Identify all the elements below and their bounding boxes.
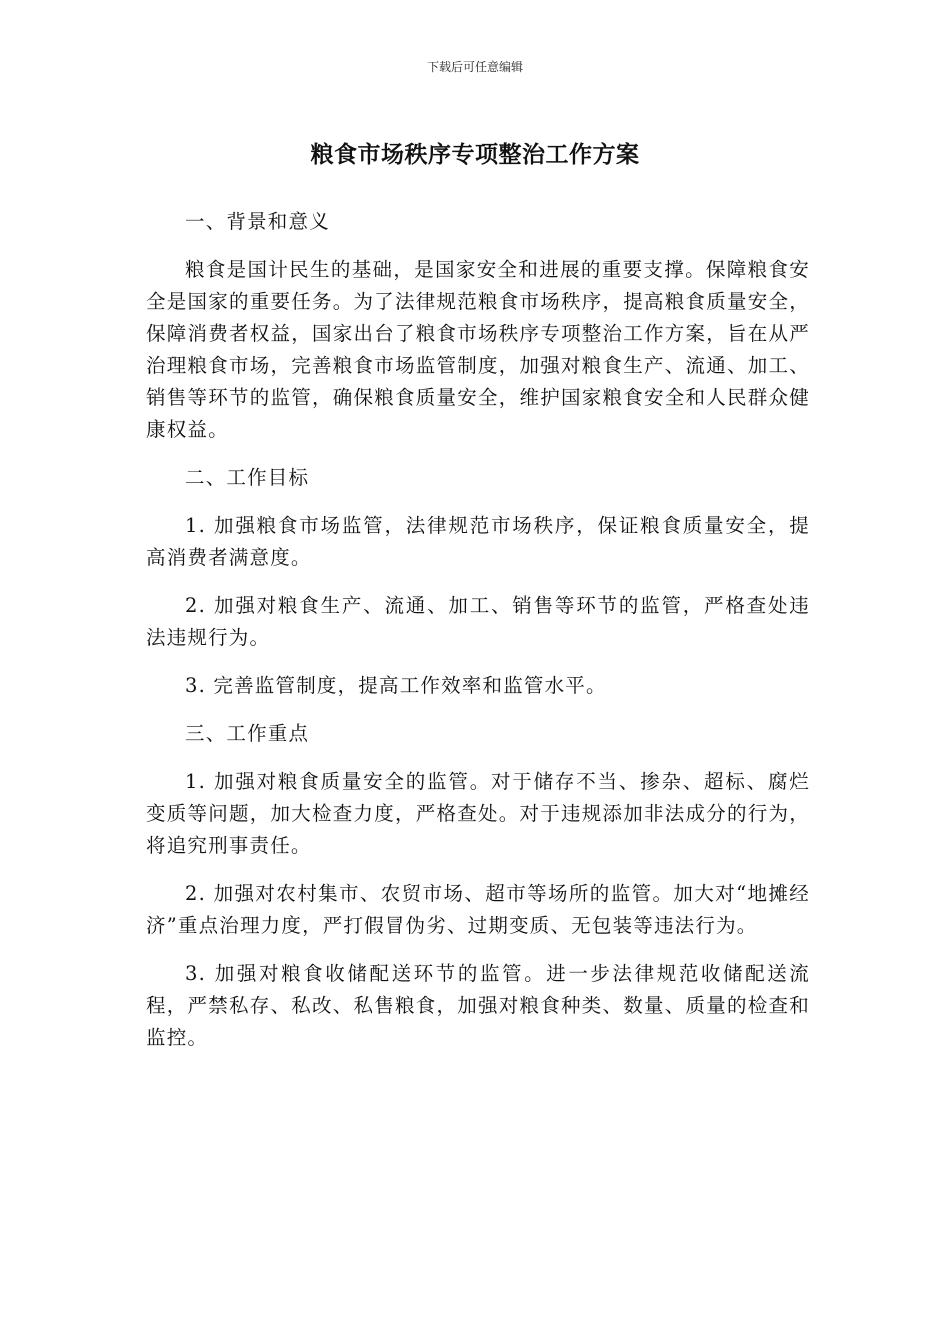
paragraph-focus-3: 3. 加强对粮食收储配送环节的监管。进一步法律规范收储配送流程，严禁私存、私改、私售粮食，加强对粮食种类、数量、质量的检查和监控。: [146, 962, 810, 1049]
paragraph-goal-2: 2. 加强对粮食生产、流通、加工、销售等环节的监管，严格查处违法违规行为。: [146, 594, 810, 649]
paragraph-goal-3: 3. 完善监管制度，提高工作效率和监管水平。: [185, 674, 607, 697]
section-heading-background: 一、背景和意义: [185, 210, 330, 233]
section-heading-goals: 二、工作目标: [185, 466, 310, 489]
header-note: 下载后可任意编辑: [426, 60, 523, 74]
paragraph-goal-1: 1. 加强粮食市场监管，法律规范市场秩序，保证粮食质量安全，提高消费者满意度。: [146, 514, 810, 569]
document-body: [146, 206, 810, 1070]
paragraph-focus-2: 2. 加强对农村集市、农贸市场、超市等场所的监管。加大对“地摊经济”重点治理力度，严打假冒伪劣、过期变质、无包装等违法行为。: [146, 882, 810, 937]
paragraph-focus-1: 1. 加强对粮食质量安全的监管。对于储存不当、掺杂、超标、腐烂变质等问题，加大检查力度，严格查处。对于违规添加非法成分的行为，将追究刑事责任。: [146, 770, 810, 857]
section-heading-focus: 三、工作重点: [185, 722, 310, 745]
paragraph-background: 粮食是国计民生的基础，是国家安全和进展的重要支撑。保障粮食安全是国家的重要任务。为了法律规范粮食市场秩序，提高粮食质量安全，保障消费者权益，国家出台了粮食市场秩序专项整治工作方案，旨在从严治理粮食市场，完善粮食市场监管制度，加强对粮食生产、流通、加工、销售等环节的监管，确保粮食质量安全，维护国家粮食安全和人民群众健康权益。: [146, 258, 810, 441]
document-title: 粮食市场秩序专项整治工作方案: [310, 142, 640, 168]
